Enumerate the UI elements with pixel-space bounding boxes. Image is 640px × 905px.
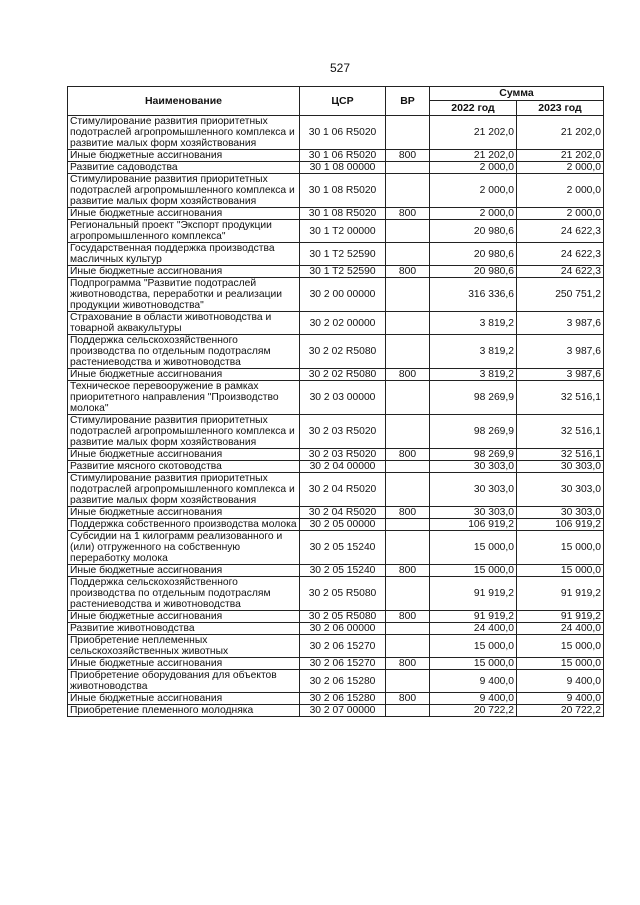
row-csr: 30 2 03 00000 [300, 381, 386, 415]
row-name: Иные бюджетные ассигнования [68, 150, 300, 162]
table-row [68, 449, 604, 461]
row-sum-2022: 20 980,6 [430, 243, 517, 266]
row-csr: 30 2 02 R5080 [300, 335, 386, 369]
table-row [68, 369, 604, 381]
row-sum-2023: 32 516,1 [517, 381, 604, 415]
table-row [68, 670, 604, 693]
row-vr: 800 [386, 611, 430, 623]
row-sum-2022: 316 336,6 [430, 278, 517, 312]
row-sum-2022: 3 819,2 [430, 312, 517, 335]
row-name: Приобретение оборудования для объектов животноводства [68, 670, 300, 693]
row-sum-2023: 21 202,0 [517, 150, 604, 162]
table-row [68, 705, 604, 717]
table-row [68, 208, 604, 220]
row-name: Иные бюджетные ассигнования [68, 693, 300, 705]
row-sum-2023: 250 751,2 [517, 278, 604, 312]
table-row [68, 611, 604, 623]
row-name: Субсидии на 1 килограмм реализованного и (или) отгруженного на собственную переработку молока [68, 531, 300, 565]
header-vr: ВР [386, 87, 430, 116]
row-vr [386, 670, 430, 693]
row-vr: 800 [386, 658, 430, 670]
row-sum-2022: 15 000,0 [430, 635, 517, 658]
table-row [68, 162, 604, 174]
row-csr: 30 2 03 R5020 [300, 449, 386, 461]
row-csr: 30 2 04 R5020 [300, 473, 386, 507]
row-csr: 30 2 03 R5020 [300, 415, 386, 449]
table-row [68, 116, 604, 150]
row-sum-2023: 20 722,2 [517, 705, 604, 717]
row-sum-2023: 15 000,0 [517, 635, 604, 658]
row-csr: 30 2 05 00000 [300, 519, 386, 531]
row-name: Иные бюджетные ассигнования [68, 507, 300, 519]
row-sum-2023: 30 303,0 [517, 461, 604, 473]
table-row [68, 531, 604, 565]
row-csr: 30 2 06 15270 [300, 635, 386, 658]
row-vr [386, 220, 430, 243]
header-year-2023: 2023 год [517, 101, 604, 116]
row-name: Техническое перевооружение в рамках приоритетного направления "Производство молока" [68, 381, 300, 415]
row-csr: 30 2 06 15280 [300, 670, 386, 693]
row-sum-2023: 91 919,2 [517, 577, 604, 611]
row-name: Развитие садоводства [68, 162, 300, 174]
row-sum-2023: 24 400,0 [517, 623, 604, 635]
row-sum-2023: 15 000,0 [517, 565, 604, 577]
row-vr [386, 577, 430, 611]
row-sum-2022: 30 303,0 [430, 473, 517, 507]
row-csr: 30 1 06 R5020 [300, 150, 386, 162]
row-name: Поддержка сельскохозяйственного производства по отдельным подотраслям растениеводства и животноводства [68, 577, 300, 611]
row-vr [386, 415, 430, 449]
row-sum-2023: 2 000,0 [517, 208, 604, 220]
row-sum-2022: 20 722,2 [430, 705, 517, 717]
row-name: Развитие животноводства [68, 623, 300, 635]
row-csr: 30 2 04 R5020 [300, 507, 386, 519]
row-vr: 800 [386, 369, 430, 381]
row-name: Стимулирование развития приоритетных подотраслей агропромышленного комплекса и развитие малых форм хозяйствования [68, 174, 300, 208]
row-name: Стимулирование развития приоритетных подотраслей агропромышленного комплекса и развитие малых форм хозяйствования [68, 415, 300, 449]
row-csr: 30 1 06 R5020 [300, 116, 386, 150]
row-vr: 800 [386, 208, 430, 220]
row-vr [386, 461, 430, 473]
row-name: Стимулирование развития приоритетных подотраслей агропромышленного комплекса и развитие малых форм хозяйствования [68, 116, 300, 150]
row-sum-2022: 15 000,0 [430, 658, 517, 670]
row-csr: 30 1 T2 00000 [300, 220, 386, 243]
row-sum-2022: 30 303,0 [430, 461, 517, 473]
row-sum-2023: 21 202,0 [517, 116, 604, 150]
row-sum-2023: 3 987,6 [517, 369, 604, 381]
header-name: Наименование [68, 87, 300, 116]
row-name: Приобретение неплеменных сельскохозяйственных животных [68, 635, 300, 658]
row-sum-2022: 98 269,9 [430, 381, 517, 415]
row-name: Развитие мясного скотоводства [68, 461, 300, 473]
row-sum-2022: 98 269,9 [430, 449, 517, 461]
budget-table [67, 86, 604, 717]
row-vr: 800 [386, 150, 430, 162]
row-csr: 30 2 06 15270 [300, 658, 386, 670]
row-name: Иные бюджетные ассигнования [68, 611, 300, 623]
row-vr: 800 [386, 507, 430, 519]
row-csr: 30 2 00 00000 [300, 278, 386, 312]
row-csr: 30 2 05 R5080 [300, 577, 386, 611]
row-sum-2022: 20 980,6 [430, 266, 517, 278]
table-row [68, 174, 604, 208]
row-sum-2023: 2 000,0 [517, 174, 604, 208]
header-year-2022: 2022 год [430, 101, 517, 116]
row-sum-2022: 91 919,2 [430, 611, 517, 623]
row-sum-2022: 15 000,0 [430, 531, 517, 565]
table-row [68, 381, 604, 415]
row-sum-2022: 21 202,0 [430, 116, 517, 150]
row-name: Страхование в области животноводства и товарной аквакультуры [68, 312, 300, 335]
row-sum-2022: 2 000,0 [430, 208, 517, 220]
row-sum-2022: 20 980,6 [430, 220, 517, 243]
row-sum-2022: 2 000,0 [430, 174, 517, 208]
row-vr [386, 312, 430, 335]
row-sum-2023: 30 303,0 [517, 507, 604, 519]
row-sum-2023: 9 400,0 [517, 670, 604, 693]
row-vr [386, 623, 430, 635]
row-name: Приобретение племенного молодняка [68, 705, 300, 717]
row-csr: 30 2 07 00000 [300, 705, 386, 717]
row-sum-2023: 30 303,0 [517, 473, 604, 507]
row-csr: 30 2 05 15240 [300, 565, 386, 577]
row-sum-2023: 91 919,2 [517, 611, 604, 623]
table-row [68, 415, 604, 449]
table-row [68, 693, 604, 705]
row-vr: 800 [386, 565, 430, 577]
table-row [68, 461, 604, 473]
row-name: Подпрограмма "Развитие подотраслей животноводства, переработки и реализации продукции животноводства" [68, 278, 300, 312]
row-vr: 800 [386, 266, 430, 278]
row-csr: 30 1 08 00000 [300, 162, 386, 174]
row-sum-2023: 32 516,1 [517, 449, 604, 461]
table-row [68, 220, 604, 243]
row-name: Иные бюджетные ассигнования [68, 565, 300, 577]
table-row [68, 519, 604, 531]
row-sum-2022: 2 000,0 [430, 162, 517, 174]
row-vr [386, 162, 430, 174]
table-row [68, 278, 604, 312]
row-csr: 30 2 02 00000 [300, 312, 386, 335]
row-sum-2023: 24 622,3 [517, 266, 604, 278]
page-number: 527 [329, 61, 351, 75]
row-sum-2023: 15 000,0 [517, 658, 604, 670]
row-sum-2023: 32 516,1 [517, 415, 604, 449]
table-row [68, 312, 604, 335]
row-csr: 30 1 T2 52590 [300, 243, 386, 266]
table-row [68, 635, 604, 658]
row-sum-2022: 3 819,2 [430, 335, 517, 369]
row-sum-2023: 24 622,3 [517, 220, 604, 243]
row-sum-2023: 9 400,0 [517, 693, 604, 705]
table-row [68, 473, 604, 507]
row-vr [386, 531, 430, 565]
row-vr [386, 381, 430, 415]
table-row [68, 507, 604, 519]
row-name: Иные бюджетные ассигнования [68, 369, 300, 381]
table-row [68, 335, 604, 369]
header-csr: ЦСР [300, 87, 386, 116]
row-sum-2022: 106 919,2 [430, 519, 517, 531]
table-row [68, 150, 604, 162]
row-sum-2023: 2 000,0 [517, 162, 604, 174]
row-sum-2022: 9 400,0 [430, 670, 517, 693]
row-csr: 30 2 05 15240 [300, 531, 386, 565]
row-vr [386, 116, 430, 150]
row-name: Иные бюджетные ассигнования [68, 208, 300, 220]
row-name: Стимулирование развития приоритетных подотраслей агропромышленного комплекса и развитие малых форм хозяйствования [68, 473, 300, 507]
row-vr: 800 [386, 449, 430, 461]
row-csr: 30 1 08 R5020 [300, 208, 386, 220]
row-sum-2023: 24 622,3 [517, 243, 604, 266]
row-name: Иные бюджетные ассигнования [68, 658, 300, 670]
table-row [68, 623, 604, 635]
row-vr [386, 335, 430, 369]
row-sum-2022: 91 919,2 [430, 577, 517, 611]
row-name: Поддержка сельскохозяйственного производства по отдельным подотраслям растениеводства и животноводства [68, 335, 300, 369]
row-csr: 30 1 T2 52590 [300, 266, 386, 278]
row-sum-2022: 21 202,0 [430, 150, 517, 162]
row-name: Региональный проект "Экспорт продукции агропромышленного комплекса" [68, 220, 300, 243]
row-csr: 30 2 06 15280 [300, 693, 386, 705]
row-sum-2022: 15 000,0 [430, 565, 517, 577]
row-vr [386, 635, 430, 658]
row-vr [386, 519, 430, 531]
row-vr [386, 473, 430, 507]
row-csr: 30 2 06 00000 [300, 623, 386, 635]
table-body [68, 116, 604, 717]
row-vr [386, 278, 430, 312]
row-sum-2022: 98 269,9 [430, 415, 517, 449]
table-row [68, 658, 604, 670]
row-name: Поддержка собственного производства молока [68, 519, 300, 531]
row-vr [386, 243, 430, 266]
table-row [68, 266, 604, 278]
row-sum-2022: 9 400,0 [430, 693, 517, 705]
row-csr: 30 2 04 00000 [300, 461, 386, 473]
row-name: Иные бюджетные ассигнования [68, 266, 300, 278]
row-csr: 30 2 02 R5080 [300, 369, 386, 381]
row-vr [386, 174, 430, 208]
table-row [68, 243, 604, 266]
row-csr: 30 1 08 R5020 [300, 174, 386, 208]
row-sum-2023: 3 987,6 [517, 335, 604, 369]
row-sum-2022: 30 303,0 [430, 507, 517, 519]
row-vr: 800 [386, 693, 430, 705]
row-name: Иные бюджетные ассигнования [68, 449, 300, 461]
row-sum-2023: 106 919,2 [517, 519, 604, 531]
header-sum: Сумма [430, 87, 604, 101]
row-vr [386, 705, 430, 717]
row-name: Государственная поддержка производства масличных культур [68, 243, 300, 266]
row-sum-2023: 3 987,6 [517, 312, 604, 335]
row-sum-2022: 24 400,0 [430, 623, 517, 635]
row-csr: 30 2 05 R5080 [300, 611, 386, 623]
row-sum-2022: 3 819,2 [430, 369, 517, 381]
table-row [68, 565, 604, 577]
table-row [68, 577, 604, 611]
row-sum-2023: 15 000,0 [517, 531, 604, 565]
